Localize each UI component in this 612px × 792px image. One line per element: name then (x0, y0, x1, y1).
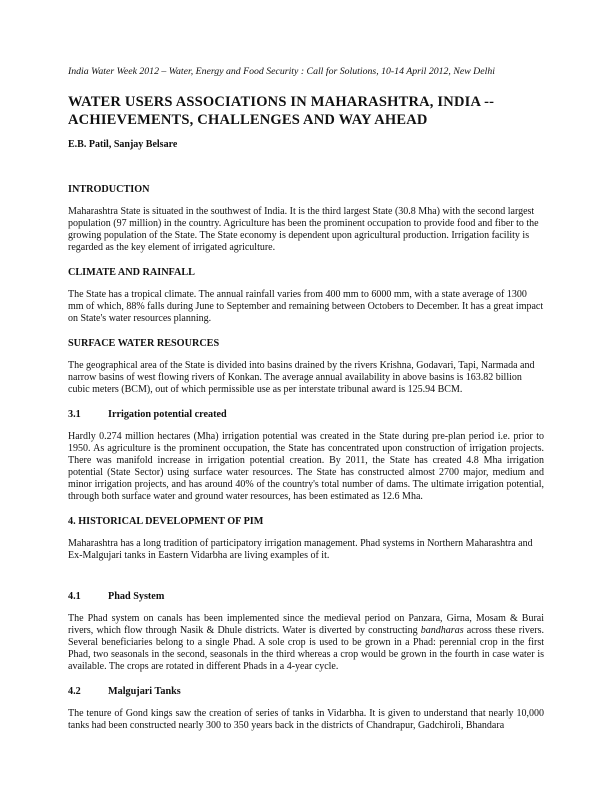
phad-text-before-italic: The Phad system on canals has been implemented since the medieval period on Panzara, Girna, Mosam & Burai rivers, which flow through Nasik & Dhule districts. Water is diverted by constructing (68, 613, 544, 636)
paragraph-irrigation-potential: Hardly 0.274 million hectares (Mha) irrigation potential was created in the State during pre-plan period i.e. prior to 1950. As agriculture is the prominent occupation, the State has concentrated upon construction of irrigation projects. There was manifold increase in irrigation potential creation. By 2011, the State has created 4.8 Mha irrigation potential (State Sector) using surface water resources. The State has constructed almost 2700 major, medium and minor irrigation projects, and has around 40% of the country's total number of dams. The ultimate irrigation potential, through both surface water and ground water resources, has been estimated as 12.6 Mha. (68, 431, 544, 502)
paper-title-line2: ACHIEVEMENTS, CHALLENGES AND WAY AHEAD (68, 112, 428, 128)
heading-phad-system (68, 590, 544, 603)
section-title-text: Malgujari Tanks (108, 686, 181, 697)
heading-irrigation-potential (68, 408, 544, 421)
section-title-text: Irrigation potential created (108, 409, 227, 420)
authors-line: E.B. Patil, Sanjay Belsare (68, 139, 178, 150)
conference-header: India Water Week 2012 – Water, Energy and Food Security : Call for Solutions, 10-14 April 2012, New Delhi (68, 66, 495, 77)
paragraph-surface-water: The geographical area of the State is divided into basins drained by the rivers Krishna, Godavari, Tapi, Narmada and narrow basins of west flowing rivers of Konkan. The average annual availability in above basins is 163.82 billion cubic meters (BCM), out of which permissible use as per interstate tribunal award is 125.94 BCM. (68, 360, 535, 395)
paragraph-historical-pim: Maharashtra has a long tradition of participatory irrigation management. Phad systems in Northern Maharashtra and Ex-Malgujari tanks in Eastern Vidarbha are living examples of it. (68, 538, 533, 561)
section-number: 4.1 (68, 591, 81, 602)
heading-introduction: INTRODUCTION (68, 184, 150, 195)
section-title-text: Phad System (108, 591, 165, 602)
paragraph-introduction: Maharashtra State is situated in the southwest of India. It is the third largest State (30.8 Mha) with the second largest population (97 million) in the country. Agriculture has been the prominent occupation to provide food and fiber to the growing population of the State. The State economy is dependent upon agricultural production. Irrigation facility is regarded as the key element of irrigated agriculture. (68, 206, 539, 253)
heading-historical-development-of-pim: 4. HISTORICAL DEVELOPMENT OF PIM (68, 516, 264, 527)
phad-italic-term: bandharas (420, 625, 464, 636)
paragraph-malgujari-tanks: The tenure of Gond kings saw the creation of series of tanks in Vidarbha. It is given to understand that nearly 10,000 tanks had been constructed nearly 300 to 350 years back in the districts of Chandrapur, Gadchiroli, Bhandara (68, 708, 544, 731)
paper-title-line1: WATER USERS ASSOCIATIONS IN MAHARASHTRA, INDIA -- (68, 94, 495, 110)
paper-title (68, 93, 544, 129)
heading-malgujari-tanks (68, 685, 544, 698)
paragraph-phad-system (68, 613, 544, 673)
section-number: 3.1 (68, 409, 81, 420)
heading-surface-water-resources: SURFACE WATER RESOURCES (68, 338, 220, 349)
phad-text-after-italic: across these rivers. Several beneficiaries belong to a single Phad. A sole crop is used to be grown in a Phad: perennial crop in the first Phad, two seasonals in the second, seasonals in the third whereas a crop would be grown in the fourth in case water is available. The crops are rotated in different Phads in a 4-year cycle. (68, 625, 545, 672)
paragraph-climate: The State has a tropical climate. The annual rainfall varies from 400 mm to 6000 mm, with a state average of 1300 mm of which, 88% falls during June to September and remaining between Octobers to December. It has a great impact on State's water resources planning. (68, 289, 544, 324)
section-number: 4.2 (68, 686, 81, 697)
heading-climate-and-rainfall: CLIMATE AND RAINFALL (68, 267, 195, 278)
